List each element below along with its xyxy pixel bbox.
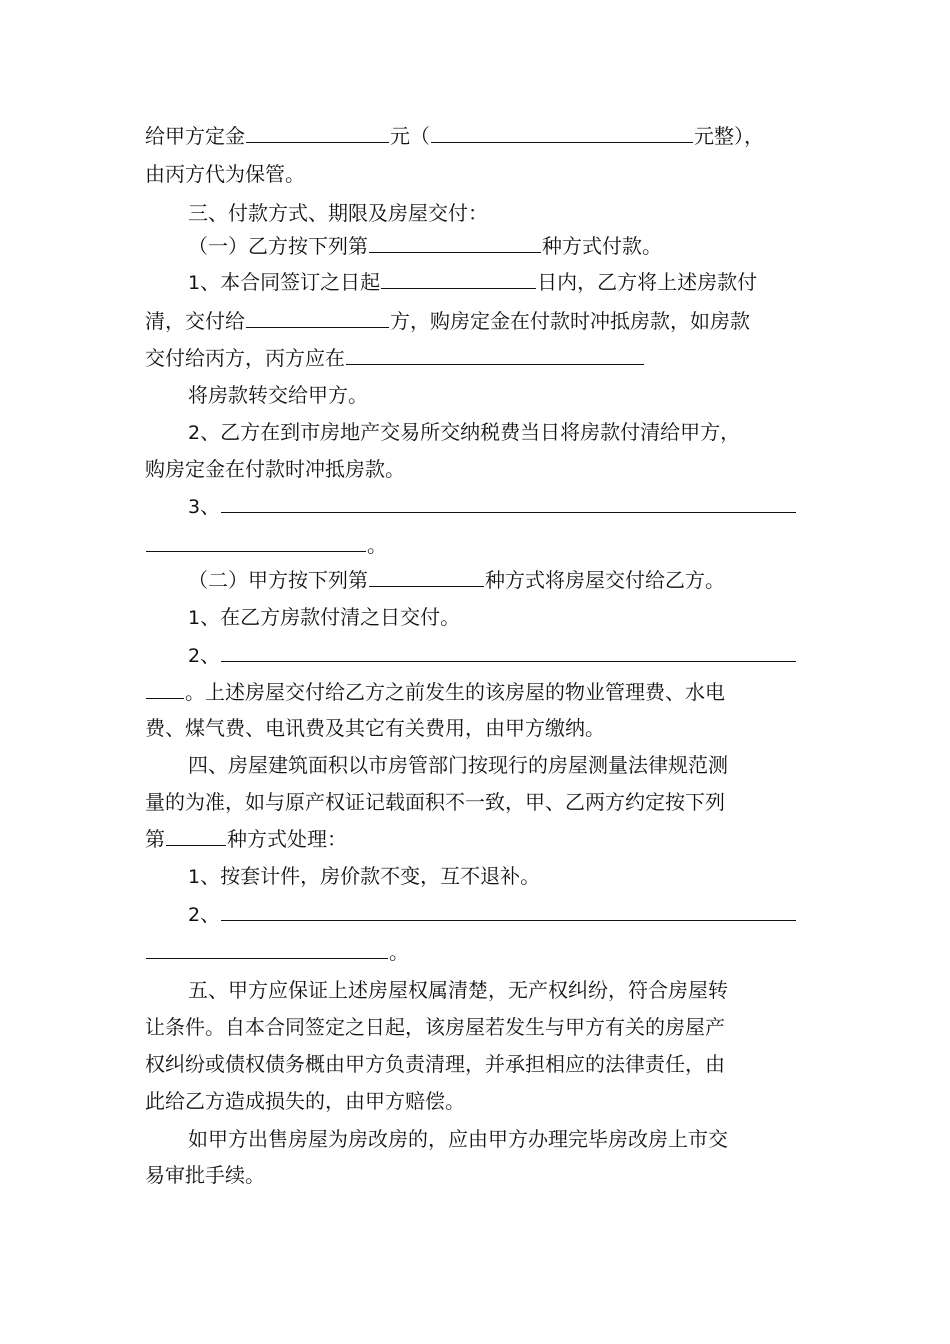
text: 方，购房定金在付款时冲抵房款，如房款 — [390, 309, 750, 333]
item-number: 1 — [188, 866, 201, 888]
text: 、 — [200, 643, 221, 667]
fill-blank — [381, 269, 536, 289]
text: 日内，乙方将上述房款付 — [537, 270, 758, 294]
text: 易审批手续。 — [145, 1163, 265, 1187]
text: 第 — [145, 827, 165, 851]
text-line — [145, 1086, 465, 1116]
text-line — [145, 306, 750, 336]
item-number: 2 — [188, 422, 201, 444]
text-line — [145, 530, 387, 560]
text: 元（ — [390, 124, 430, 148]
text-line — [145, 1049, 725, 1079]
text: 交付给丙方，丙方应在 — [145, 346, 345, 370]
text: 、本合同签订之日起 — [200, 270, 381, 294]
text: 种方式付款。 — [542, 234, 662, 258]
text: 费、煤气费、电讯费及其它有关费用，由甲方缴纳。 — [145, 716, 605, 740]
text: 量的为准，如与原产权证记载面积不一致，甲、乙两方约定按下列 — [145, 790, 725, 814]
section-heading — [188, 975, 728, 1005]
text-line — [145, 1160, 265, 1190]
text-line — [188, 491, 797, 521]
text-line — [145, 937, 409, 967]
section-heading — [188, 198, 488, 228]
text-line — [188, 861, 540, 891]
item-number: 2 — [188, 904, 201, 926]
text: 由丙方代为保管。 — [145, 162, 305, 186]
text-line — [188, 565, 725, 595]
text: 元整）， — [694, 124, 764, 148]
text: 、在乙方房款付清之日交付。 — [200, 605, 461, 629]
fill-blank — [221, 493, 796, 513]
text: （一）乙方按下列第 — [188, 234, 368, 258]
text-line — [188, 899, 797, 929]
fill-blank — [369, 567, 484, 587]
text-line — [145, 121, 764, 151]
text-line — [188, 602, 460, 632]
fill-blank — [146, 679, 184, 699]
fill-blank — [146, 939, 388, 959]
item-number: 2 — [188, 645, 201, 667]
text-line — [188, 267, 757, 297]
text-line — [145, 159, 305, 189]
text-line — [188, 380, 368, 410]
text-line — [188, 1124, 728, 1154]
text-line — [188, 417, 740, 447]
text: 。 — [389, 940, 409, 964]
fill-blank — [146, 532, 366, 552]
item-number: 3 — [188, 496, 201, 518]
text: 种方式将房屋交付给乙方。 — [485, 568, 725, 592]
text: 、 — [200, 902, 221, 926]
text-line — [145, 713, 605, 743]
fill-blank — [221, 901, 796, 921]
text-line — [188, 231, 662, 261]
text: 权纠纷或债权债务概由甲方负责清理，并承担相应的法律责任，由 — [145, 1052, 725, 1076]
item-number: 1 — [188, 607, 201, 629]
text-line — [145, 787, 725, 817]
text: 、按套计件，房价款不变，互不退补。 — [200, 864, 541, 888]
fill-blank — [221, 642, 796, 662]
text: 四、房屋建筑面积以市房管部门按现行的房屋测量法律规范测 — [188, 753, 728, 777]
text: 清，交付给 — [145, 309, 245, 333]
text: 种方式处理： — [227, 827, 347, 851]
fill-blank — [369, 233, 541, 253]
text-line — [145, 454, 405, 484]
text: 、 — [200, 494, 221, 518]
fill-blank — [166, 826, 226, 846]
text: 、乙方在到市房地产交易所交纳税费当日将房款付清给甲方， — [200, 420, 741, 444]
text: 给甲方定金 — [145, 124, 245, 148]
text-line — [145, 1012, 725, 1042]
fill-blank — [246, 308, 389, 328]
text: 购房定金在付款时冲抵房款。 — [145, 457, 405, 481]
text-line — [145, 824, 347, 854]
text: 。 — [367, 533, 387, 557]
text: 五、甲方应保证上述房屋权属清楚，无产权纠纷，符合房屋转 — [188, 978, 728, 1002]
text-line — [145, 343, 645, 373]
text: （二）甲方按下列第 — [188, 568, 368, 592]
text: 让条件。自本合同签定之日起，该房屋若发生与甲方有关的房屋产 — [145, 1015, 725, 1039]
text-line — [188, 640, 797, 670]
fill-blank — [431, 123, 693, 143]
text: 将房款转交给甲方。 — [188, 383, 368, 407]
text: 。上述房屋交付给乙方之前发生的该房屋的物业管理费、水电 — [185, 680, 725, 704]
section-heading — [188, 750, 728, 780]
fill-blank — [246, 123, 389, 143]
text: 三、付款方式、期限及房屋交付： — [188, 201, 488, 225]
text: 如甲方出售房屋为房改房的，应由甲方办理完毕房改房上市交 — [188, 1127, 728, 1151]
text-line — [145, 677, 725, 707]
fill-blank — [346, 345, 644, 365]
item-number: 1 — [188, 272, 201, 294]
text: 此给乙方造成损失的，由甲方赔偿。 — [145, 1089, 465, 1113]
